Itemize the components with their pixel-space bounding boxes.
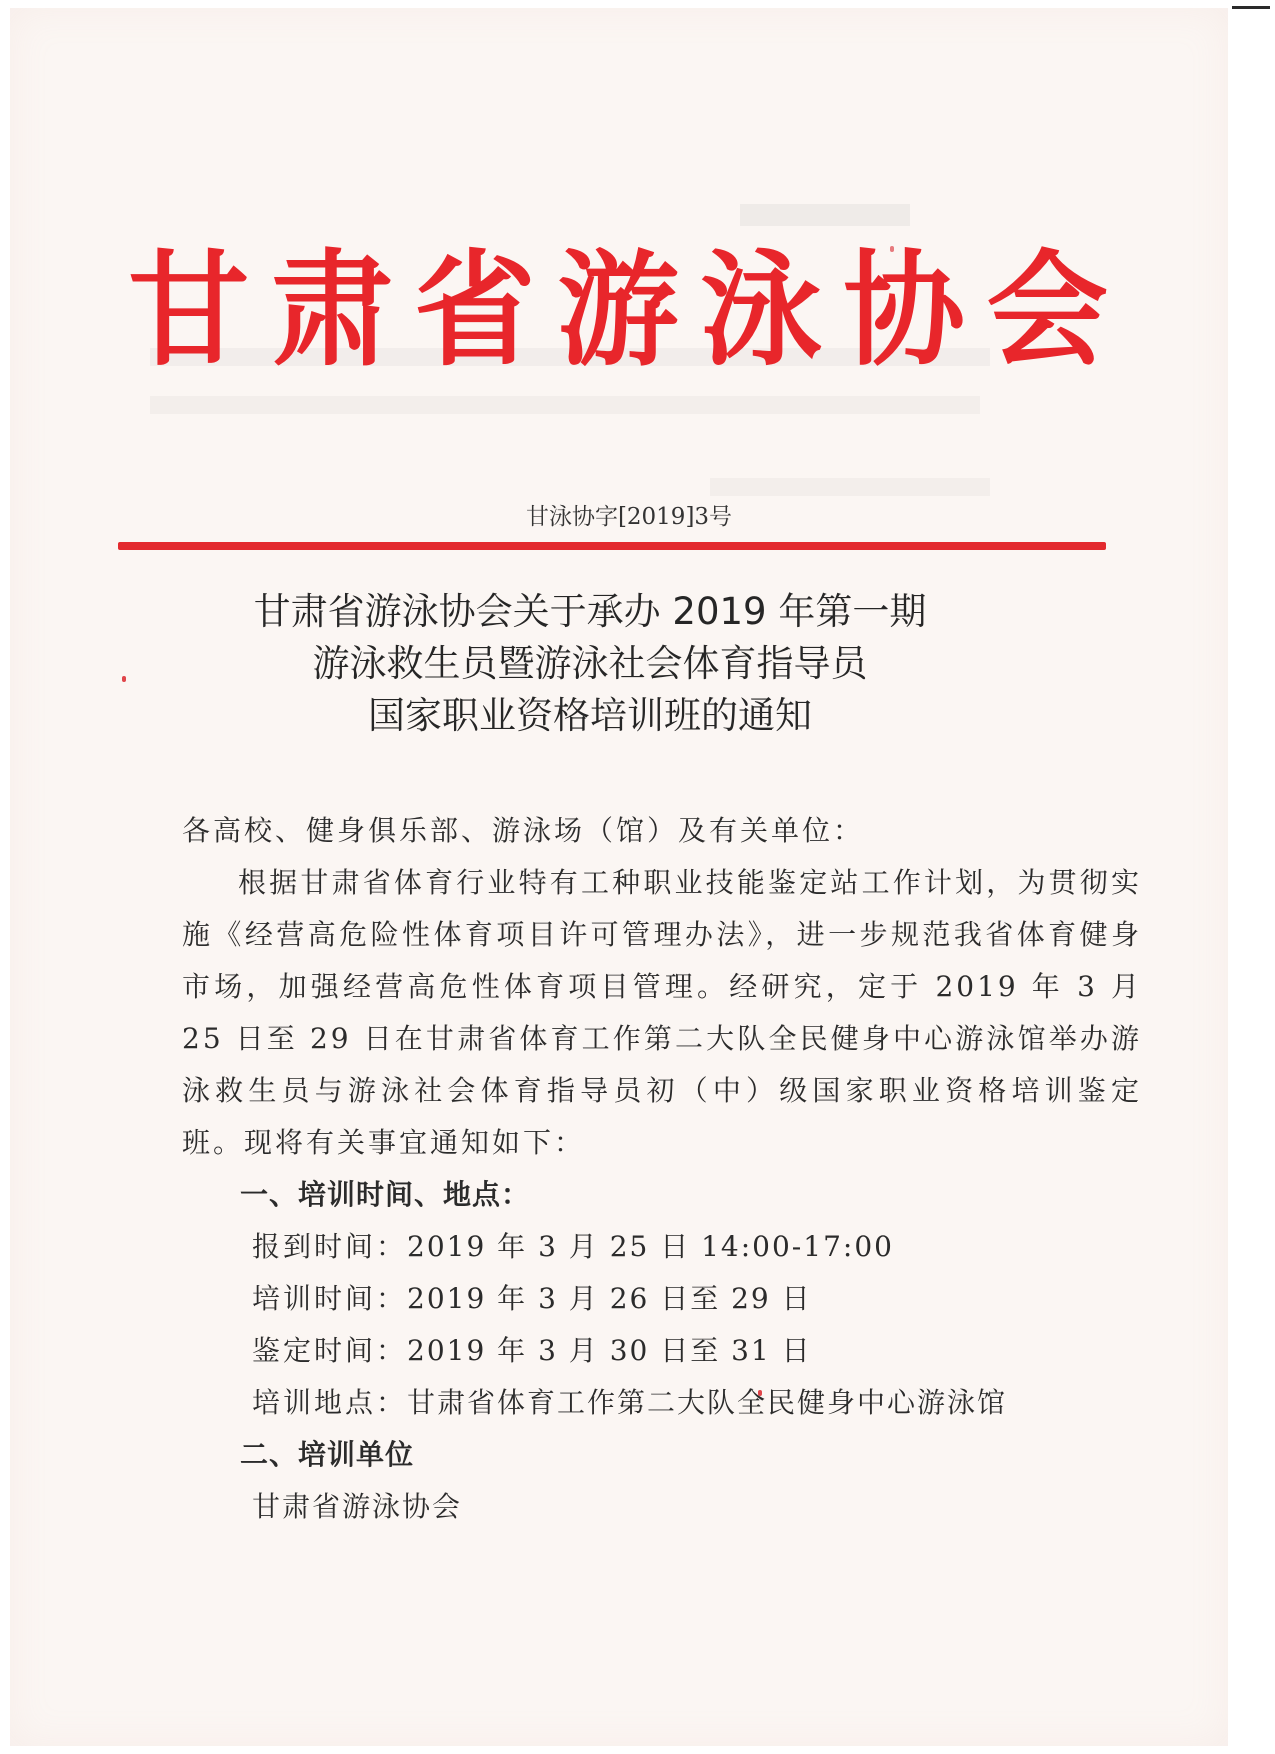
scan-corner-mark: [1232, 6, 1270, 9]
notice-title: [160, 586, 1020, 742]
red-divider-rule: [118, 542, 1106, 550]
bleed-through-mark: [150, 396, 980, 414]
check-in-time-label: 报到时间：: [252, 1230, 408, 1263]
training-time-label: 培训时间：: [252, 1282, 408, 1315]
training-time-value: 2019 年 3 月 26 日至 29 日: [407, 1282, 812, 1315]
check-in-time-value: 2019 年 3 月 25 日 14:00-17:00: [407, 1230, 894, 1263]
check-in-time: [182, 1221, 1142, 1273]
training-location-value: 甘肃省体育工作第二大队全民健身中心游泳馆: [407, 1386, 1008, 1419]
intro-paragraph: 根据甘肃省体育行业特有工种职业技能鉴定站工作计划，为贯彻实施《经营高危险性体育项目许可管理办法》，进一步规范我省体育健身市场，加强经营高危性体育项目管理。经研究，定于 2019 年 3 月 25 日至 29 日在甘肃省体育工作第二大队全民健身中心游泳馆举办游泳救生员与游泳社会体育指导员初（中）级国家职业资格培训鉴定班。现将有关事宜通知如下：: [182, 866, 1142, 1159]
assessment-time-label: 鉴定时间：: [252, 1334, 408, 1367]
notice-title-line-2: 游泳救生员暨游泳社会体育指导员: [312, 642, 868, 685]
notice-title-line-1: 甘肃省游泳协会关于承办 2019 年第一期: [253, 590, 927, 633]
section-1-heading: 一、培训时间、地点：: [240, 1178, 531, 1211]
notice-body: [182, 805, 1142, 1533]
document-number: 甘泳协字[2019]3号: [525, 504, 733, 530]
training-organizer: 甘肃省游泳协会: [252, 1490, 463, 1523]
scan-margin: [1228, 0, 1275, 1754]
bleed-through-mark: [740, 204, 910, 226]
assessment-time-value: 2019 年 3 月 30 日至 31 日: [407, 1334, 812, 1367]
org-letterhead-title: 甘肃省游泳协会: [128, 238, 1130, 383]
salutation: 各高校、健身俱乐部、游泳场（馆）及有关单位：: [182, 814, 865, 847]
training-location-label: 培训地点：: [252, 1386, 408, 1419]
bleed-through-mark: [710, 478, 990, 496]
notice-title-line-3: 国家职业资格培训班的通知: [368, 694, 812, 737]
document-page: [10, 8, 1228, 1746]
section-2-heading: 二、培训单位: [240, 1438, 415, 1471]
assessment-time: [182, 1325, 1142, 1377]
training-time: [182, 1273, 1142, 1325]
red-speck: [122, 676, 126, 682]
training-location: [182, 1377, 1142, 1429]
